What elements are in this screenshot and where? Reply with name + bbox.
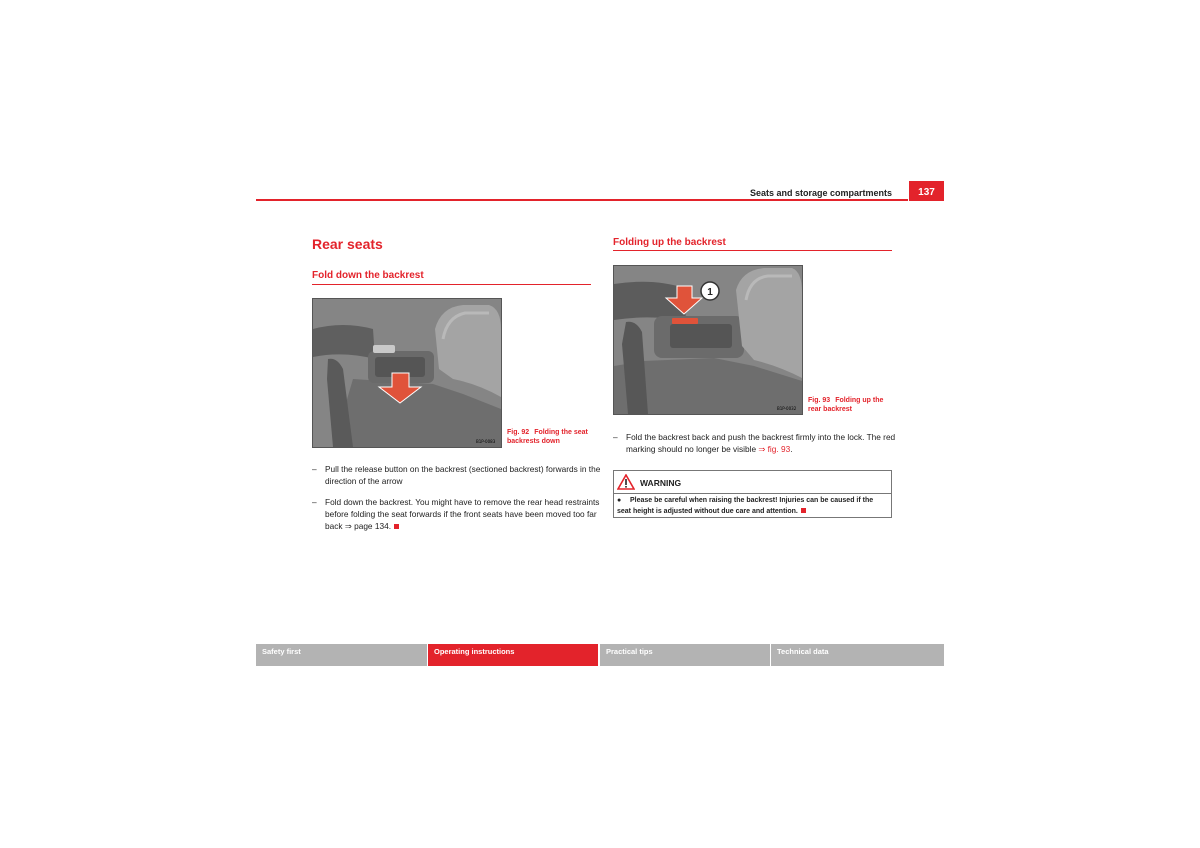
- figure-folding-up-backrest: [613, 265, 803, 415]
- step-text: Pull the release button on the backrest (sectioned backrest) forwards in the direction of the arrow: [325, 464, 601, 486]
- step-dash: –: [312, 497, 317, 507]
- footer-tab-practical-tips[interactable]: Practical tips: [600, 644, 770, 666]
- running-header-title: Seats and storage compartments: [749, 188, 892, 198]
- footer-tab-operating-instructions[interactable]: Operating instructions: [428, 644, 598, 666]
- header-rule: [256, 199, 908, 201]
- warning-title: WARNING: [640, 478, 682, 488]
- warning-box: [613, 470, 892, 518]
- subheading-rule: [312, 284, 591, 285]
- instruction-step-1: [312, 463, 603, 487]
- figure-number: Fig. 92: [507, 429, 530, 436]
- warning-header: [614, 471, 891, 494]
- figure-fold-down-backrest: [312, 298, 502, 448]
- warning-text: [617, 496, 889, 517]
- figure-caption-text: Folding the seat backrests down: [507, 429, 588, 445]
- warning-body: Please be careful when raising the backrest! Injuries can be caused if the seat height is adjusted without due care and attention.: [617, 497, 874, 515]
- callout-number: 1: [707, 287, 713, 298]
- step-text: Fold down the backrest. You might have to remove the rear head restraints before folding the seat forwards if the front seats have been moved too far back ⇒ page 134.: [325, 497, 600, 531]
- figure-illustration: [313, 299, 501, 447]
- instruction-step-2: [312, 496, 603, 532]
- step-dash: –: [613, 432, 618, 442]
- step-text: Fold the backrest back and push the backrest firmly into the lock. The red marking should no longer be visible: [626, 432, 896, 454]
- figure-code: B1P-0032: [777, 406, 797, 411]
- section-heading: Rear seats: [312, 236, 383, 252]
- footer-tab-technical-data[interactable]: Technical data: [771, 644, 944, 666]
- figure-reference-link[interactable]: ⇒ fig. 93: [758, 444, 791, 454]
- figure-illustration: [614, 266, 802, 414]
- figure-code: B1P-0083: [476, 439, 496, 444]
- footer-tab-safety-first[interactable]: Safety first: [256, 644, 427, 666]
- step-end: .: [790, 444, 793, 454]
- subheading-rule: [613, 250, 892, 251]
- step-dash: –: [312, 464, 317, 474]
- subheading-fold-down: Fold down the backrest: [312, 270, 424, 281]
- figure-caption-93: [808, 396, 898, 414]
- end-of-section-mark: [394, 524, 399, 529]
- page-number: 137: [909, 181, 944, 201]
- figure-caption-text: Folding up the rear backrest: [808, 397, 884, 413]
- figure-number: Fig. 93: [808, 397, 831, 404]
- warning-triangle-icon: [617, 474, 635, 490]
- warning-bullet: ●: [617, 497, 622, 504]
- subheading-folding-up: Folding up the backrest: [613, 237, 726, 248]
- instruction-step-fold-up: [613, 431, 904, 455]
- figure-caption-92: [507, 428, 597, 446]
- end-of-section-mark: [801, 508, 806, 513]
